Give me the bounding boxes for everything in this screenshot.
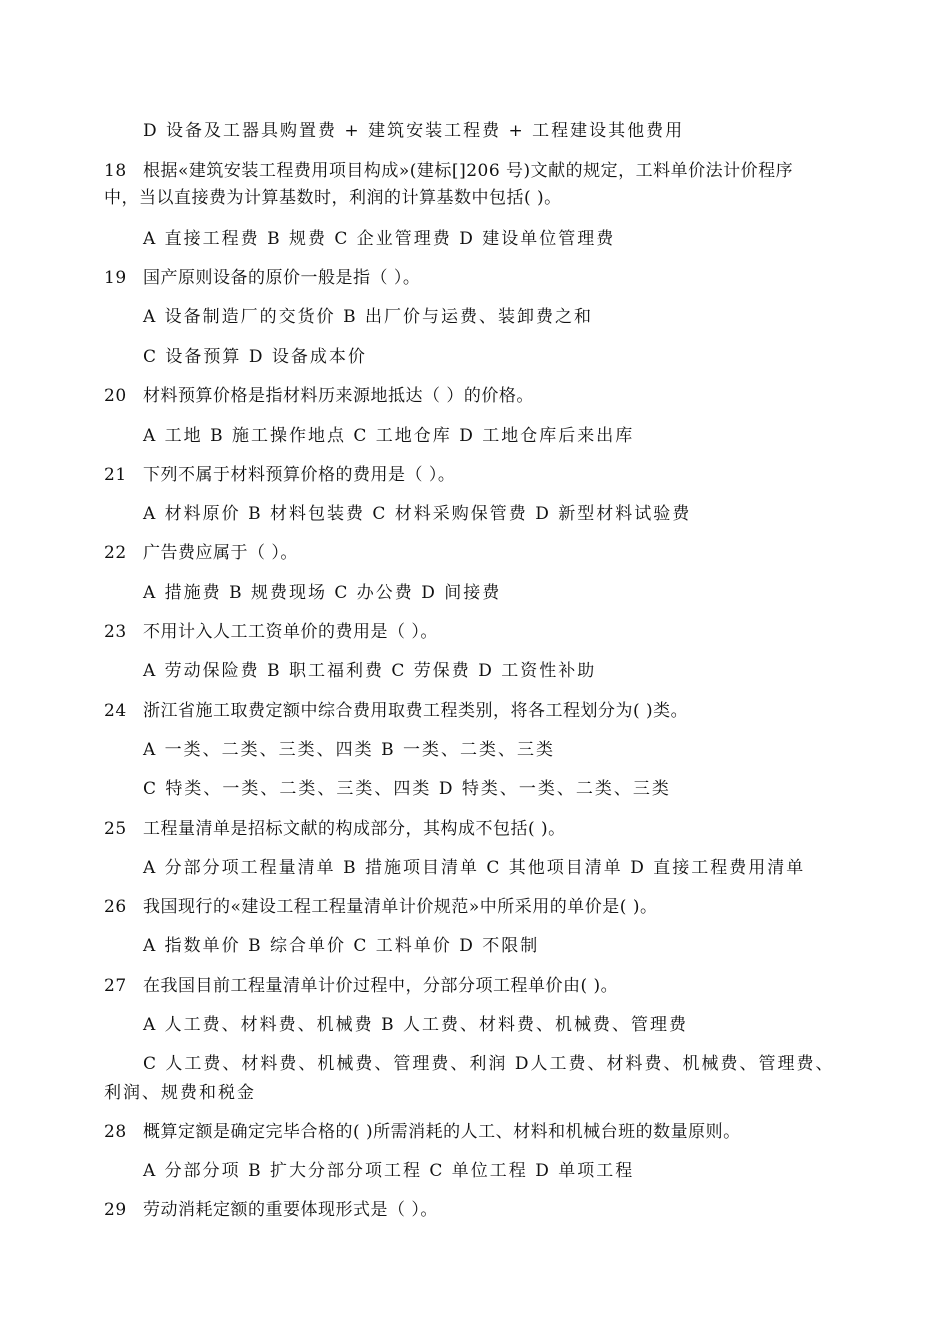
question-29: 29 劳动消耗定额的重要体现形式是（ ）。	[104, 1200, 438, 1220]
question-number: 24	[104, 701, 127, 721]
question-18: 18 根据«建筑安装工程费用项目构成»(建标[]206 号)文献的规定，工料单价法计价程序	[104, 161, 794, 181]
option-line: A 直接工程费 B 规费 C 企业管理费 D 建设单位管理费	[143, 229, 616, 249]
option-line: C 设备预算 D 设备成本价	[143, 347, 367, 367]
question-23: 23 不用计入人工工资单价的费用是（ ）。	[104, 622, 438, 642]
question-number: 23	[104, 622, 127, 642]
question-number: 18	[104, 161, 127, 181]
question-26: 26 我国现行的«建设工程工程量清单计价规范»中所采用的单价是( )。	[104, 897, 658, 917]
option-line: A 措施费 B 规费现场 C 办公费 D 间接费	[143, 583, 502, 603]
question-20: 20 材料预算价格是指材料历来源地抵达（ ）的价格。	[104, 386, 534, 406]
question-number: 19	[104, 268, 127, 288]
option-line: A 指数单价 B 综合单价 C 工料单价 D 不限制	[143, 936, 540, 956]
option-line: D 设备及工器具购置费 + 建筑安装工程费 + 工程建设其他费用	[143, 121, 685, 141]
option-line: A 设备制造厂的交货价 B 出厂价与运费、装卸费之和	[143, 307, 593, 327]
question-22: 22 广告费应属于（ ）。	[104, 543, 298, 563]
question-number: 27	[104, 976, 127, 996]
question-number: 26	[104, 897, 127, 917]
question-28: 28 概算定额是确定完毕合格的( )所需消耗的人工、材料和机械台班的数量原则。	[104, 1122, 741, 1142]
question-number: 25	[104, 819, 127, 839]
option-line-continued: 利润、规费和税金	[104, 1083, 256, 1103]
question-number: 29	[104, 1200, 127, 1220]
question-27: 27 在我国目前工程量清单计价过程中，分部分项工程单价由( )。	[104, 976, 619, 996]
option-line: A 分部分项工程量清单 B 措施项目清单 C 其他项目清单 D 直接工程费用清单	[143, 858, 806, 878]
option-line: A 分部分项 B 扩大分部分项工程 C 单位工程 D 单项工程	[143, 1161, 635, 1181]
option-line: A 工地 B 施工操作地点 C 工地仓库 D 工地仓库后来出库	[143, 426, 635, 446]
question-21: 21 下列不属于材料预算价格的费用是（ ）。	[104, 465, 456, 485]
question-number: 20	[104, 386, 127, 406]
question-24: 24 浙江省施工取费定额中综合费用取费工程类别，将各工程划分为( )类。	[104, 701, 689, 721]
option-line: A 材料原价 B 材料包装费 C 材料采购保管费 D 新型材料试验费	[143, 504, 692, 524]
option-line: A 一类、二类、三类、四类 B 一类、二类、三类	[143, 740, 555, 760]
question-text-continued: 中，当以直接费为计算基数时，利润的计算基数中包括( )。	[104, 188, 562, 208]
question-25: 25 工程量清单是招标文献的构成部分，其构成不包括( )。	[104, 819, 566, 839]
question-number: 28	[104, 1122, 127, 1142]
question-number: 22	[104, 543, 127, 563]
question-19: 19 国产原则设备的原价一般是指（ ）。	[104, 268, 421, 288]
option-line: A 劳动保险费 B 职工福利费 C 劳保费 D 工资性补助	[143, 661, 597, 681]
option-line: C 特类、一类、二类、三类、四类 D 特类、一类、二类、三类	[143, 779, 671, 799]
option-line: A 人工费、材料费、机械费 B 人工费、材料费、机械费、管理费	[143, 1015, 688, 1035]
question-number: 21	[104, 465, 127, 485]
option-line: C 人工费、材料费、机械费、管理费、利润 D人工费、材料费、机械费、管理费、	[143, 1054, 835, 1074]
